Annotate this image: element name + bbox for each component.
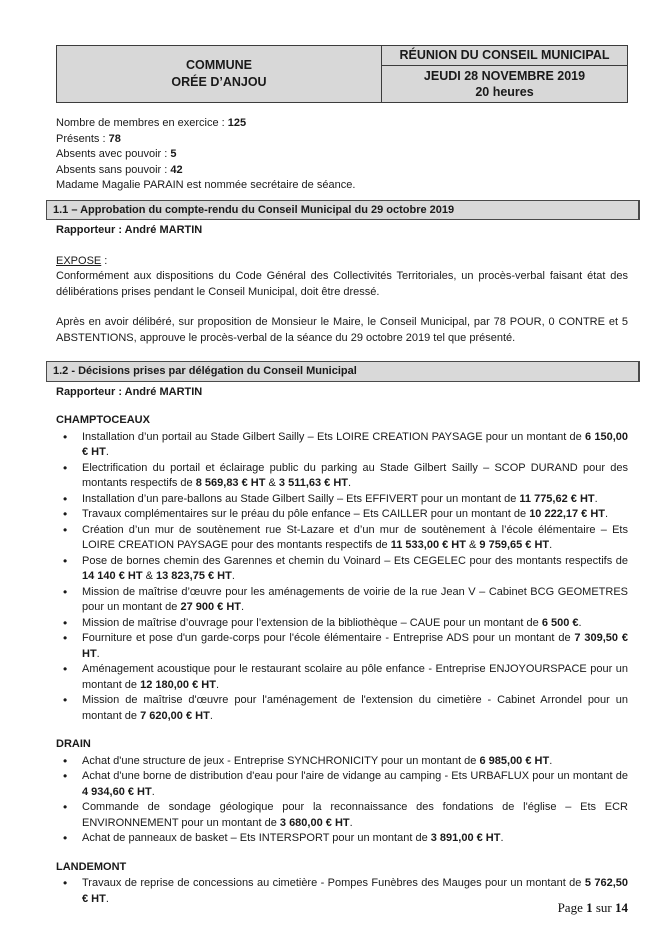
meeting-datetime — [382, 66, 627, 103]
meeting-time: 20 heures — [475, 84, 534, 99]
meeting-info-line: Nombre de membres en exercice : 125 — [56, 117, 247, 129]
commune-heading: LANDEMONT — [56, 860, 127, 873]
decision-item: • Commande de sondage géologique pour la reconnaissance des fondations de l'église – Ets ECR ENVIRONNEMENT pour un montant de 3 680,00 € HT. — [56, 800, 628, 831]
page-number: Page 1 sur 14 — [557, 900, 628, 915]
decision-item: • Pose de bornes chemin des Garennes et chemin du Voinard – Ets CEGELEC pour des montants respectifs de 14 140 € HT & 13 823,75 € HT. — [56, 554, 628, 585]
meeting-cell — [381, 46, 627, 102]
decision-item: • Mission de maîtrise d'œuvre pour l'aménagement de l'extension du cimetière - Cabinet Arrondel pour un montant de 7 620,00 € HT. — [56, 693, 628, 724]
expose-label — [56, 254, 628, 270]
commune-heading: DRAIN — [56, 738, 91, 750]
paragraph: Conformément aux dispositions du Code Général des Collectivités Territoriales, un procès-verbal faisant état des délibérations prises pendant le Conseil Municipal, doit être dressé. — [56, 270, 628, 298]
decisions-list — [56, 413, 628, 907]
decision-item: • Travaux de reprise de concessions au cimetière - Pompes Funèbres des Mauges pour un montant de 5 762,50 € HT. — [56, 876, 628, 907]
meeting-date: JEUDI 28 NOVEMBRE 2019 — [423, 68, 586, 83]
decision-item: • Installation d’un pare-ballons au Stade Gilbert Sailly – Ets EFFIVERT pour un montant de 11 775,62 € HT. — [56, 492, 628, 508]
expose-colon: : — [101, 254, 108, 267]
document-content — [53, 116, 628, 907]
meeting-info-line: Présents : 78 — [56, 132, 121, 145]
meeting-info-line: Absents sans pouvoir : 42 — [56, 163, 183, 176]
commune-label: COMMUNE — [186, 58, 252, 72]
section-heading-1-1: 1.1 – Approbation du compte-rendu du Conseil Municipal du 29 octobre 2019 — [46, 200, 640, 221]
section-heading-1-2: 1.2 - Décisions prises par délégation du Conseil Municipal — [46, 361, 640, 382]
decision-item: • Electrification du portail et éclairage public du parking au Stade Gilbert Sailly – SCOP DURAND pour des montants respectifs de 8 569,83 € HT & 3 511,63 € HT. — [56, 461, 628, 492]
meeting-info-line: Madame Magalie PARAIN est nommée secrétaire de séance. — [56, 179, 356, 191]
paragraph: Après en avoir délibéré, sur proposition de Monsieur le Maire, le Conseil Municipal, par 78 POUR, 0 CONTRE et 5 ABSTENTIONS, approuve le procès-verbal de la séance du 29 octobre 2019 tel que présenté. — [56, 316, 628, 344]
rapporteur-1-2: Rapporteur : André MARTIN — [56, 385, 203, 398]
meeting-info-block — [56, 116, 628, 194]
decision-item: • Aménagement acoustique pour le restaurant scolaire au pôle enfance - Entreprise ENJOYOURSPACE pour un montant de 12 180,00 € HT. — [56, 662, 628, 693]
expose-word: EXPOSE — [56, 254, 102, 267]
decision-item: • Mission de maîtrise d’œuvre pour les aménagements de voirie de la rue Jean V – Cabinet BCG GEOMETRES pour un montant de 27 900 € HT. — [56, 585, 628, 616]
decision-item: • Achat de panneaux de basket – Ets INTERSPORT pour un montant de 3 891,00 € HT. — [56, 831, 628, 847]
decision-item: • Fourniture et pose d'un garde-corps pour l'école élémentaire - Entreprise ADS pour un montant de 7 309,50 € HT. — [56, 631, 628, 662]
header-table — [56, 45, 628, 103]
decision-item: • Travaux complémentaires sur le préau du pôle enfance – Ets CAILLER pour un montant de 10 222,17 € HT. — [56, 507, 628, 523]
decision-item: • Achat d'une structure de jeux - Entreprise SYNCHRONICITY pour un montant de 6 985,00 € HT. — [56, 754, 628, 770]
commune-name: ORÉE D’ANJOU — [171, 75, 267, 89]
section-1-1-body — [56, 269, 628, 346]
decision-item: • Création d’un mur de soutènement rue St-Lazare et d’un mur de soutènement à l’école élémentaire – Ets LOIRE CREATION PAYSAGE pour des montants respectifs de 11 533,00 € HT & 9 759,65 € HT. — [56, 523, 628, 554]
decision-item: • Mission de maîtrise d’ouvrage pour l’extension de la bibliothèque – CAUE pour un montant de 6 500 €. — [56, 616, 628, 632]
commune-heading: CHAMPTOCEAUX — [56, 414, 150, 426]
commune-cell — [57, 46, 381, 102]
rapporteur-1-1: Rapporteur : André MARTIN — [56, 224, 203, 236]
meeting-title: RÉUNION DU CONSEIL MUNICIPAL — [382, 46, 627, 66]
meeting-info-line: Absents avec pouvoir : 5 — [56, 148, 177, 160]
decision-item: • Installation d’un portail au Stade Gilbert Sailly – Ets LOIRE CREATION PAYSAGE pour un montant de 6 150,00 € HT. — [56, 430, 628, 461]
decision-item: • Achat d'une borne de distribution d'eau pour l'aire de vidange au camping - Ets URBAFLUX pour un montant de 4 934,60 € HT. — [56, 769, 628, 800]
